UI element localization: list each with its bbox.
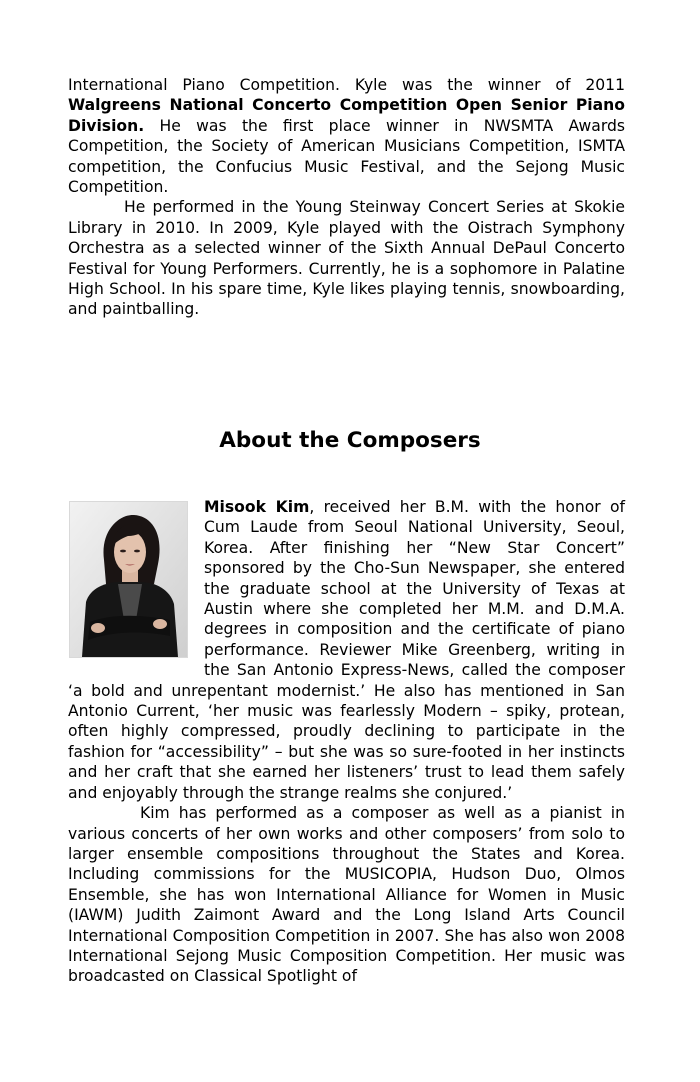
bio-text: , received her B.M. with the honor of Cum Laude from Seoul National University, Seoul, Korea. After finishing her “New Star Concert” sponsored by the Cho-Sun Newspaper, she entered the graduate school at the University of Texas at Austin where she completed her M.M. and D.M.A. degrees in composition and the certificate of piano performance. Reviewer Mike Greenberg, writing in the San Antonio Express-News, called the composer ‘a bold and unrepentant modernist.’ He also has mentioned in San Antonio Current, ‘her music was fearlessly Modern – spiky, protean, often highly compressed, proudly declining to participate in the fashion for “accessibility” – but she was so sure-footed in her instincts and her craft that she earned her listeners’ trust to lead them safely and enjoyably through the strange realms she conjured.’ — [68, 498, 625, 802]
bio-paragraph-awards — [68, 75, 625, 197]
composer-bio-paragraph-performances: Kim has performed as a composer as well as a pianist in various concerts of her own works and other composers’ from solo to larger ensemble compositions throughout the States and Korea. Including commissions for the MUSICOPIA, Hudson Duo, Olmos Ensemble, she has won International Alliance for Women in Music (IAWM) Judith Zaimont Award and the Long Island Arts Council International Composition Competition in 2007. She has also won 2008 International Sejong Music Composition Competition. Her music was broadcasted on Classical Spotlight of — [68, 804, 625, 986]
bio-award-highlight: Walgreens National Concerto Competition Open Senior Piano Division. — [68, 96, 625, 135]
composer-name: Misook Kim — [204, 498, 310, 516]
performer-bio-continued — [68, 75, 625, 320]
bio-paragraph-performances: He performed in the Young Steinway Concert Series at Skokie Library in 2010. In 2009, Kyle played with the Oistrach Symphony Orchestra as a selected winner of the Sixth Annual DePaul Concerto Festival for Young Performers. Currently, he is a sophomore in Palatine High School. In his spare time, Kyle likes playing tennis, snowboarding, and paintballing. — [68, 198, 625, 319]
bio-text: He was the first place winner in NWSMTA Awards Competition, the Society of American Musicians Competition, ISMTA competition, the Confucius Music Festival, and the Sejong Music Competition. — [68, 116, 625, 197]
composer-bio-misook-kim — [68, 497, 625, 987]
bio-text: International Piano Competition. Kyle was the winner of 2011 — [68, 76, 625, 94]
section-heading: About the Composers — [219, 428, 481, 453]
composer-portrait-photo — [69, 501, 188, 658]
